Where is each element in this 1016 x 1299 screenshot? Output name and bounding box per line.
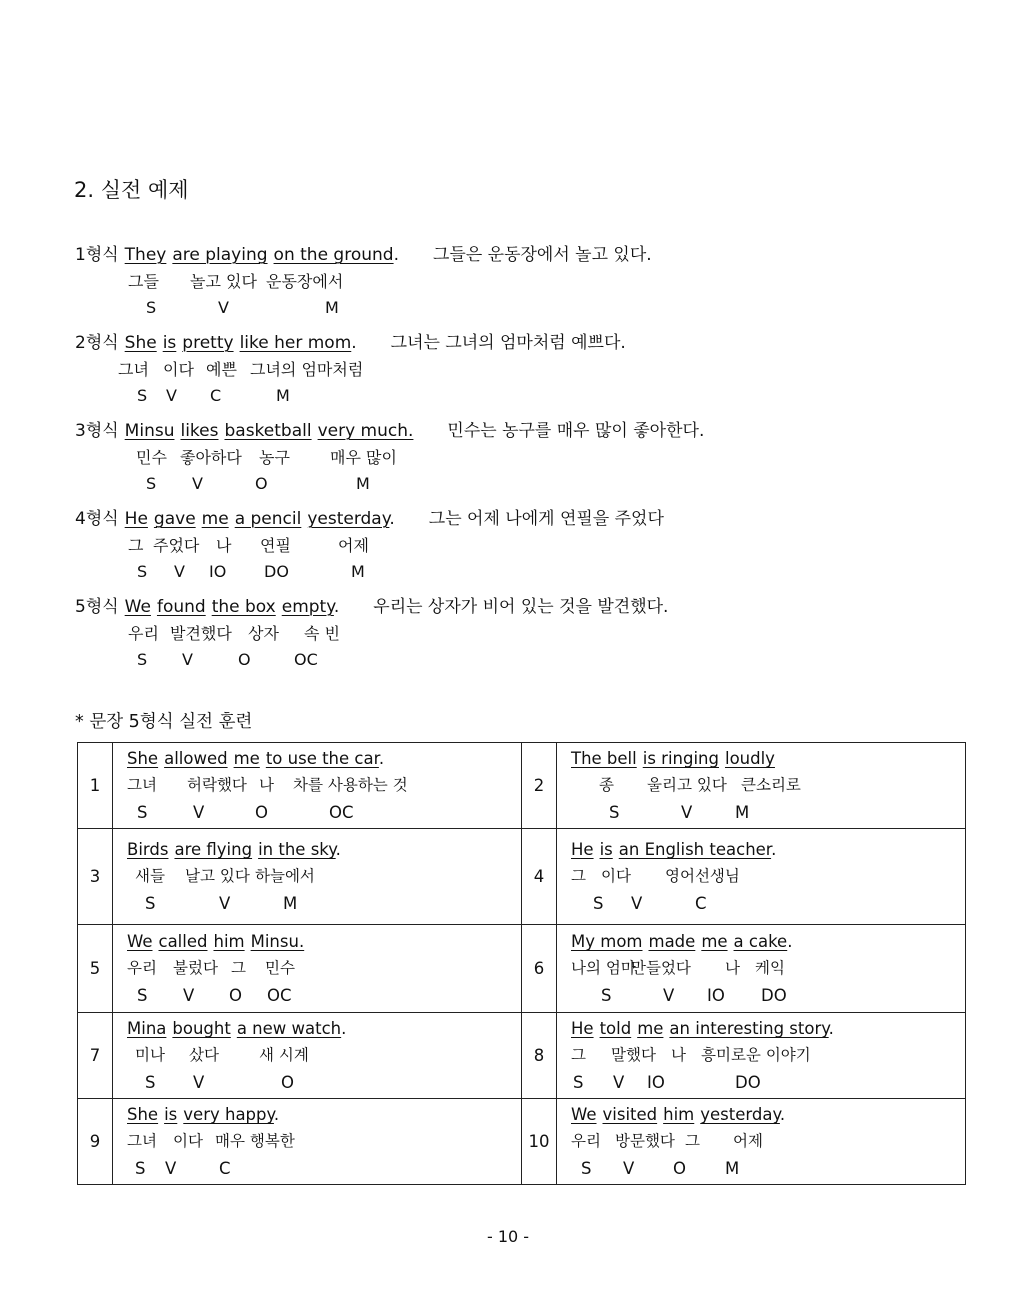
sentence-chunk: The bell	[571, 749, 637, 768]
drill-gloss-line	[571, 772, 965, 799]
role-label: V	[681, 803, 693, 822]
role-label: V	[192, 474, 203, 493]
sentence-chunk: me	[701, 932, 728, 951]
drill-gloss-line	[127, 863, 521, 890]
drill-sentence	[571, 745, 965, 772]
word-gloss: 차를 사용하는 것	[293, 776, 408, 794]
sentence-chunk: is ringing	[642, 749, 719, 768]
drill-row	[78, 925, 966, 1013]
role-label: C	[695, 894, 707, 913]
example-sentence	[75, 328, 626, 353]
drill-cell	[113, 925, 522, 1013]
sentence-chunk: empty	[281, 597, 334, 617]
word-gloss: 발견했다	[170, 624, 232, 643]
sentence-end: .	[335, 840, 341, 859]
drill-gloss-line	[571, 863, 965, 890]
sentence-chunk: to use the car	[265, 749, 379, 768]
sentence-chunk: an English teacher	[618, 840, 772, 859]
role-label: DO	[761, 986, 787, 1005]
page-number: - 10 -	[486, 1227, 530, 1246]
sentence-chunk: made	[648, 932, 696, 951]
sentence-chunk: found	[156, 597, 206, 617]
sentence-end: .	[779, 1105, 786, 1124]
sentence-chunk: loudly	[724, 749, 775, 768]
sentence-chunk: very much.	[317, 421, 414, 441]
drill-number: 3	[78, 829, 113, 925]
drill-cell	[557, 925, 966, 1013]
drill-role-line	[127, 799, 521, 826]
drill-number: 1	[78, 743, 113, 829]
role-label: V	[663, 986, 675, 1005]
drill-sentence	[127, 745, 521, 772]
role-label: V	[631, 894, 643, 913]
drill-role-line	[571, 1155, 965, 1182]
drill-role-line	[127, 890, 521, 917]
role-label: M	[276, 386, 290, 405]
word-gloss: 말했다	[611, 1046, 656, 1064]
word-gloss: 하늘에서	[255, 867, 315, 885]
drill-gloss-line	[571, 1128, 965, 1155]
sentence-chunk: She	[127, 749, 159, 768]
role-label: DO	[264, 562, 289, 581]
sentence-chunk: Minsu.	[250, 932, 305, 951]
drill-title: * 문장 5형식 실전 훈련	[75, 712, 253, 732]
form-label: 5형식	[75, 597, 119, 617]
role-label: V	[613, 1073, 625, 1092]
role-label: S	[145, 894, 156, 913]
role-label: O	[255, 474, 268, 493]
drill-cell	[557, 1013, 966, 1099]
role-label: S	[601, 986, 612, 1005]
role-label: V	[183, 986, 195, 1005]
word-gloss: 울리고 있다	[647, 776, 727, 794]
drill-role-line	[571, 890, 965, 917]
korean-translation: 그들은 운동장에서 놀고 있다.	[432, 245, 652, 265]
word-gloss: 미나	[135, 1046, 165, 1064]
sentence-chunk: him	[213, 932, 245, 951]
drill-role-line	[127, 1155, 521, 1182]
sentence-chunk: He	[571, 1019, 594, 1038]
word-gloss: 놀고 있다	[190, 272, 257, 291]
sentence-chunk: We	[127, 932, 153, 951]
word-gloss: 새 시계	[259, 1046, 309, 1064]
sentence-chunk: him	[663, 1105, 695, 1124]
word-gloss: 어제	[338, 536, 369, 555]
role-label: O	[238, 650, 251, 669]
example-sentence	[75, 240, 652, 265]
drill-table	[77, 742, 966, 1185]
word-gloss: 새들	[135, 867, 165, 885]
drill-gloss-line	[571, 955, 965, 982]
role-label: M	[351, 562, 365, 581]
sentence-chunk: They	[124, 245, 167, 265]
korean-translation: 우리는 상자가 비어 있는 것을 발견했다.	[373, 597, 669, 617]
word-gloss: 그녀	[118, 360, 149, 379]
role-label: V	[193, 803, 205, 822]
drill-cell	[557, 743, 966, 829]
word-gloss: 매우 행복한	[215, 1132, 295, 1150]
role-label: V	[218, 298, 229, 317]
role-label: DO	[735, 1073, 761, 1092]
sentence-end: .	[273, 1105, 280, 1124]
role-label: V	[165, 1159, 177, 1178]
drill-role-line	[127, 1069, 521, 1096]
form-label: 4형식	[75, 509, 119, 529]
sentence-end: .	[341, 1019, 347, 1038]
word-gloss: 상자	[248, 624, 279, 643]
sentence-chunk: bought	[172, 1019, 231, 1038]
word-gloss: 나	[216, 536, 232, 555]
word-gloss: 만들었다	[631, 959, 691, 977]
sentence-chunk: me	[637, 1019, 664, 1038]
sentence-chunk: a cake	[733, 932, 788, 951]
sentence-chunk: gave	[153, 509, 196, 529]
section-title: 2. 실전 예제	[74, 178, 189, 202]
korean-translation: 민수는 농구를 매우 많이 좋아한다.	[447, 421, 705, 441]
word-gloss: 민수	[265, 959, 295, 977]
sentence-chunk: in the sky	[258, 840, 336, 859]
role-label: M	[283, 894, 298, 913]
word-gloss: 나	[725, 959, 740, 977]
role-label: V	[174, 562, 185, 581]
role-label: IO	[707, 986, 725, 1005]
drill-sentence	[571, 928, 965, 955]
drill-role-line	[571, 1069, 965, 1096]
sentence-chunk: Mina	[127, 1019, 167, 1038]
drill-number: 7	[78, 1013, 113, 1099]
word-gloss: 종	[599, 776, 614, 794]
word-gloss: 예쁜	[206, 360, 237, 379]
role-label: S	[609, 803, 620, 822]
word-gloss: 어제	[733, 1132, 763, 1150]
word-gloss: 운동장에서	[266, 272, 344, 291]
word-gloss: 불렀다	[173, 959, 218, 977]
word-gloss: 이다	[163, 360, 194, 379]
word-gloss: 우리	[128, 624, 159, 643]
drill-cell	[557, 1099, 966, 1185]
drill-row	[78, 743, 966, 829]
role-label: S	[146, 298, 157, 317]
role-label: M	[725, 1159, 740, 1178]
sentence-end: .	[389, 509, 395, 529]
word-gloss: 좋아하다	[180, 448, 242, 467]
drill-sentence	[571, 1015, 965, 1042]
word-gloss: 허락했다	[187, 776, 247, 794]
role-label: V	[166, 386, 177, 405]
form-label: 1형식	[75, 245, 119, 265]
drill-number: 8	[522, 1013, 557, 1099]
korean-translation: 그녀는 그녀의 엄마처럼 예쁘다.	[390, 333, 626, 353]
role-label: M	[325, 298, 339, 317]
word-gloss: 민수	[136, 448, 167, 467]
word-gloss: 샀다	[189, 1046, 219, 1064]
role-label: C	[210, 386, 222, 405]
word-gloss: 나의 엄마	[571, 959, 636, 977]
drill-gloss-line	[127, 1042, 521, 1069]
drill-cell	[557, 829, 966, 925]
role-label: S	[573, 1073, 584, 1092]
word-gloss: 매우 많이	[330, 448, 397, 467]
drill-number: 5	[78, 925, 113, 1013]
word-gloss: 그녀	[127, 776, 157, 794]
sentence-chunk: me	[233, 749, 260, 768]
sentence-chunk: a pencil	[234, 509, 302, 529]
role-label: S	[137, 386, 148, 405]
sentence-chunk: We	[124, 597, 151, 617]
sentence-chunk: likes	[180, 421, 219, 441]
sentence-chunk: He	[571, 840, 594, 859]
role-label: S	[137, 986, 148, 1005]
drill-sentence	[571, 1101, 965, 1128]
word-gloss: 그	[571, 867, 586, 885]
role-label: V	[182, 650, 193, 669]
role-label: O	[255, 803, 268, 822]
sentence-chunk: is	[599, 840, 613, 859]
example-sentence	[75, 592, 668, 617]
sentence-chunk: a new watch	[236, 1019, 342, 1038]
drill-cell	[113, 743, 522, 829]
word-gloss: 그들	[128, 272, 159, 291]
drill-row	[78, 1013, 966, 1099]
word-gloss: 방문했다	[615, 1132, 675, 1150]
word-gloss: 그	[128, 536, 144, 555]
role-label: IO	[209, 562, 227, 581]
sentence-end: .	[351, 333, 357, 353]
word-gloss: 농구	[259, 448, 290, 467]
role-label: C	[219, 1159, 231, 1178]
role-label: IO	[647, 1073, 665, 1092]
sentence-end: .	[393, 245, 399, 265]
drill-cell	[113, 1013, 522, 1099]
role-label: O	[229, 986, 242, 1005]
drill-number: 10	[522, 1099, 557, 1185]
drill-sentence	[571, 836, 965, 863]
word-gloss: 흥미로운 이야기	[701, 1046, 811, 1064]
role-label: O	[281, 1073, 294, 1092]
word-gloss: 이다	[601, 867, 631, 885]
role-label: S	[593, 894, 604, 913]
role-label: V	[219, 894, 231, 913]
role-label: O	[673, 1159, 686, 1178]
sentence-chunk: are playing	[172, 245, 268, 265]
drill-row	[78, 829, 966, 925]
word-gloss: 그	[685, 1132, 700, 1150]
word-gloss: 우리	[571, 1132, 601, 1150]
sentence-end: .	[828, 1019, 834, 1038]
role-label: S	[137, 650, 148, 669]
sentence-chunk: told	[599, 1019, 632, 1038]
drill-sentence	[127, 1015, 521, 1042]
sentence-chunk: like her mom	[239, 333, 352, 353]
drill-cell	[113, 829, 522, 925]
sentence-chunk: on the ground	[273, 245, 394, 265]
word-gloss: 케익	[755, 959, 785, 977]
sentence-chunk: are flying	[174, 840, 253, 859]
word-gloss: 나	[259, 776, 274, 794]
word-gloss: 주었다	[153, 536, 200, 555]
role-label: S	[137, 803, 148, 822]
drill-sentence	[127, 836, 521, 863]
role-label: M	[356, 474, 370, 493]
drill-role-line	[127, 982, 521, 1009]
form-label: 2형식	[75, 333, 119, 353]
sentence-chunk: yesterday	[307, 509, 390, 529]
sentence-chunk: She	[124, 333, 157, 353]
sentence-chunk: is	[164, 1105, 178, 1124]
word-gloss: 우리	[127, 959, 157, 977]
form-label: 3형식	[75, 421, 119, 441]
drill-sentence	[127, 928, 521, 955]
word-gloss: 그	[231, 959, 246, 977]
word-gloss: 그	[571, 1046, 586, 1064]
sentence-end: .	[787, 932, 793, 951]
sentence-chunk: Minsu	[124, 421, 175, 441]
drill-number: 9	[78, 1099, 113, 1185]
drill-role-line	[571, 799, 965, 826]
drill-row	[78, 1099, 966, 1185]
example-sentence	[75, 416, 704, 441]
role-label: OC	[267, 986, 292, 1005]
sentence-chunk: allowed	[164, 749, 228, 768]
role-label: OC	[294, 650, 318, 669]
word-gloss: 큰소리로	[741, 776, 801, 794]
sentence-end: .	[378, 749, 385, 768]
sentence-end: .	[771, 840, 777, 859]
role-label: V	[193, 1073, 205, 1092]
drill-number: 4	[522, 829, 557, 925]
drill-number: 2	[522, 743, 557, 829]
role-label: S	[135, 1159, 146, 1178]
sentence-chunk: yesterday	[700, 1105, 780, 1124]
word-gloss: 속 빈	[304, 624, 340, 643]
drill-gloss-line	[571, 1042, 965, 1069]
drill-role-line	[571, 982, 965, 1009]
sentence-chunk: very happy	[183, 1105, 274, 1124]
word-gloss: 이다	[173, 1132, 203, 1150]
sentence-chunk: visited	[602, 1105, 658, 1124]
role-label: S	[581, 1159, 592, 1178]
sentence-end: .	[333, 597, 340, 617]
role-label: V	[623, 1159, 635, 1178]
sentence-chunk: We	[571, 1105, 597, 1124]
drill-gloss-line	[127, 1128, 521, 1155]
sentence-chunk: Birds	[127, 840, 169, 859]
drill-number: 6	[522, 925, 557, 1013]
drill-gloss-line	[127, 955, 521, 982]
word-gloss: 연필	[260, 536, 291, 555]
drill-cell	[113, 1099, 522, 1185]
word-gloss: 그녀의 엄마처럼	[250, 360, 364, 379]
drill-sentence	[127, 1101, 521, 1128]
sentence-chunk: an interesting story	[669, 1019, 829, 1038]
word-gloss: 그녀	[127, 1132, 157, 1150]
sentence-chunk: the box	[211, 597, 276, 617]
korean-translation: 그는 어제 나에게 연필을 주었다	[428, 509, 664, 529]
sentence-chunk: He	[124, 509, 148, 529]
sentence-chunk: called	[158, 932, 208, 951]
word-gloss: 영어선생님	[665, 867, 740, 885]
word-gloss: 나	[671, 1046, 686, 1064]
drill-gloss-line	[127, 772, 521, 799]
example-sentence	[75, 504, 664, 529]
role-label: S	[146, 474, 157, 493]
role-label: M	[735, 803, 750, 822]
sentence-chunk: me	[201, 509, 229, 529]
role-label: S	[145, 1073, 156, 1092]
role-label: S	[137, 562, 148, 581]
word-gloss: 날고 있다	[185, 867, 250, 885]
sentence-chunk: She	[127, 1105, 159, 1124]
sentence-chunk: is	[162, 333, 177, 353]
sentence-chunk: My mom	[571, 932, 643, 951]
role-label: OC	[329, 803, 354, 822]
sentence-chunk: basketball	[224, 421, 312, 441]
sentence-chunk: pretty	[182, 333, 234, 353]
